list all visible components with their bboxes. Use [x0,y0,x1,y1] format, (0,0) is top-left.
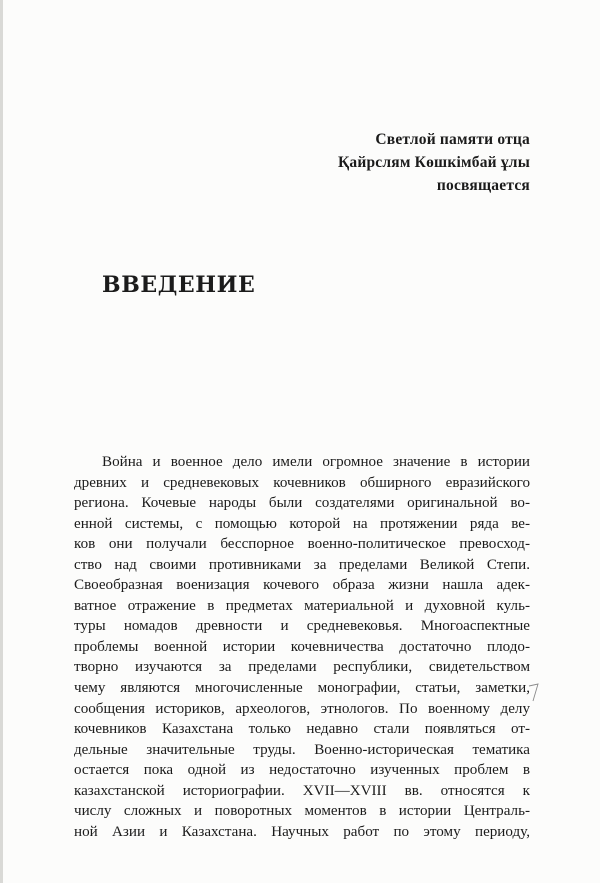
text-line: остается пока одной из недостаточно изученных проблем в [74,762,530,779]
text-line: ство над своими противниками за пределами Великой Степи. [74,556,530,573]
text-line: дельные значительные труды. Военно-историческая тематика [74,741,530,758]
body-paragraph [74,452,530,842]
page-edge-shadow [0,0,3,883]
text-line: древних и средневековых кочевников обширного евразийского [74,474,530,491]
text-line: чему являются многочисленные монографии, статьи, заметки, [74,680,530,697]
dedication [338,128,530,197]
text-line: енной системы, с помощью которой на протяжении ряда ве- [74,515,530,532]
text-line: ков они получали бесспорное военно-политическое превосход- [74,536,530,553]
chapter-title: ВВЕДЕНИЕ [102,272,256,298]
text-line: Война и военное дело имели огромное значение в истории [102,454,530,470]
text-line: ной Азии и Казахстана. Научных работ по этому периоду, [74,823,530,840]
dedication-line: Светлой памяти отца [375,131,530,148]
text-line: казахстанской историографии. XVII—XVIII вв. относятся к [74,782,530,799]
text-line: региона. Кочевые народы были создателями оригинальной во- [74,495,530,512]
dedication-line: посвящается [436,177,530,194]
text-line: Своеобразная военизация кочевого образа жизни нашла адек- [74,577,530,594]
text-line: туры номадов древности и средневековья. Многоаспектные [74,618,530,635]
text-line: ватное отражение в предметах материальной и духовной куль- [74,597,530,614]
dedication-line: Қайрслям Көшкімбай ұлы [337,154,530,171]
text-line: сообщения историков, археологов, этнологов. По военному делу [74,700,530,717]
text-line: числу сложных и поворотных моментов в истории Централь- [74,803,530,820]
text-line: кочевников Казахстана только недавно стали появляться от- [74,721,530,738]
text-line: творно изучаются за пределами республики, свидетельством [74,659,530,676]
pencil-mark-icon [527,681,541,703]
text-line: проблемы военной истории кочевничества достаточно плодо- [74,638,530,655]
